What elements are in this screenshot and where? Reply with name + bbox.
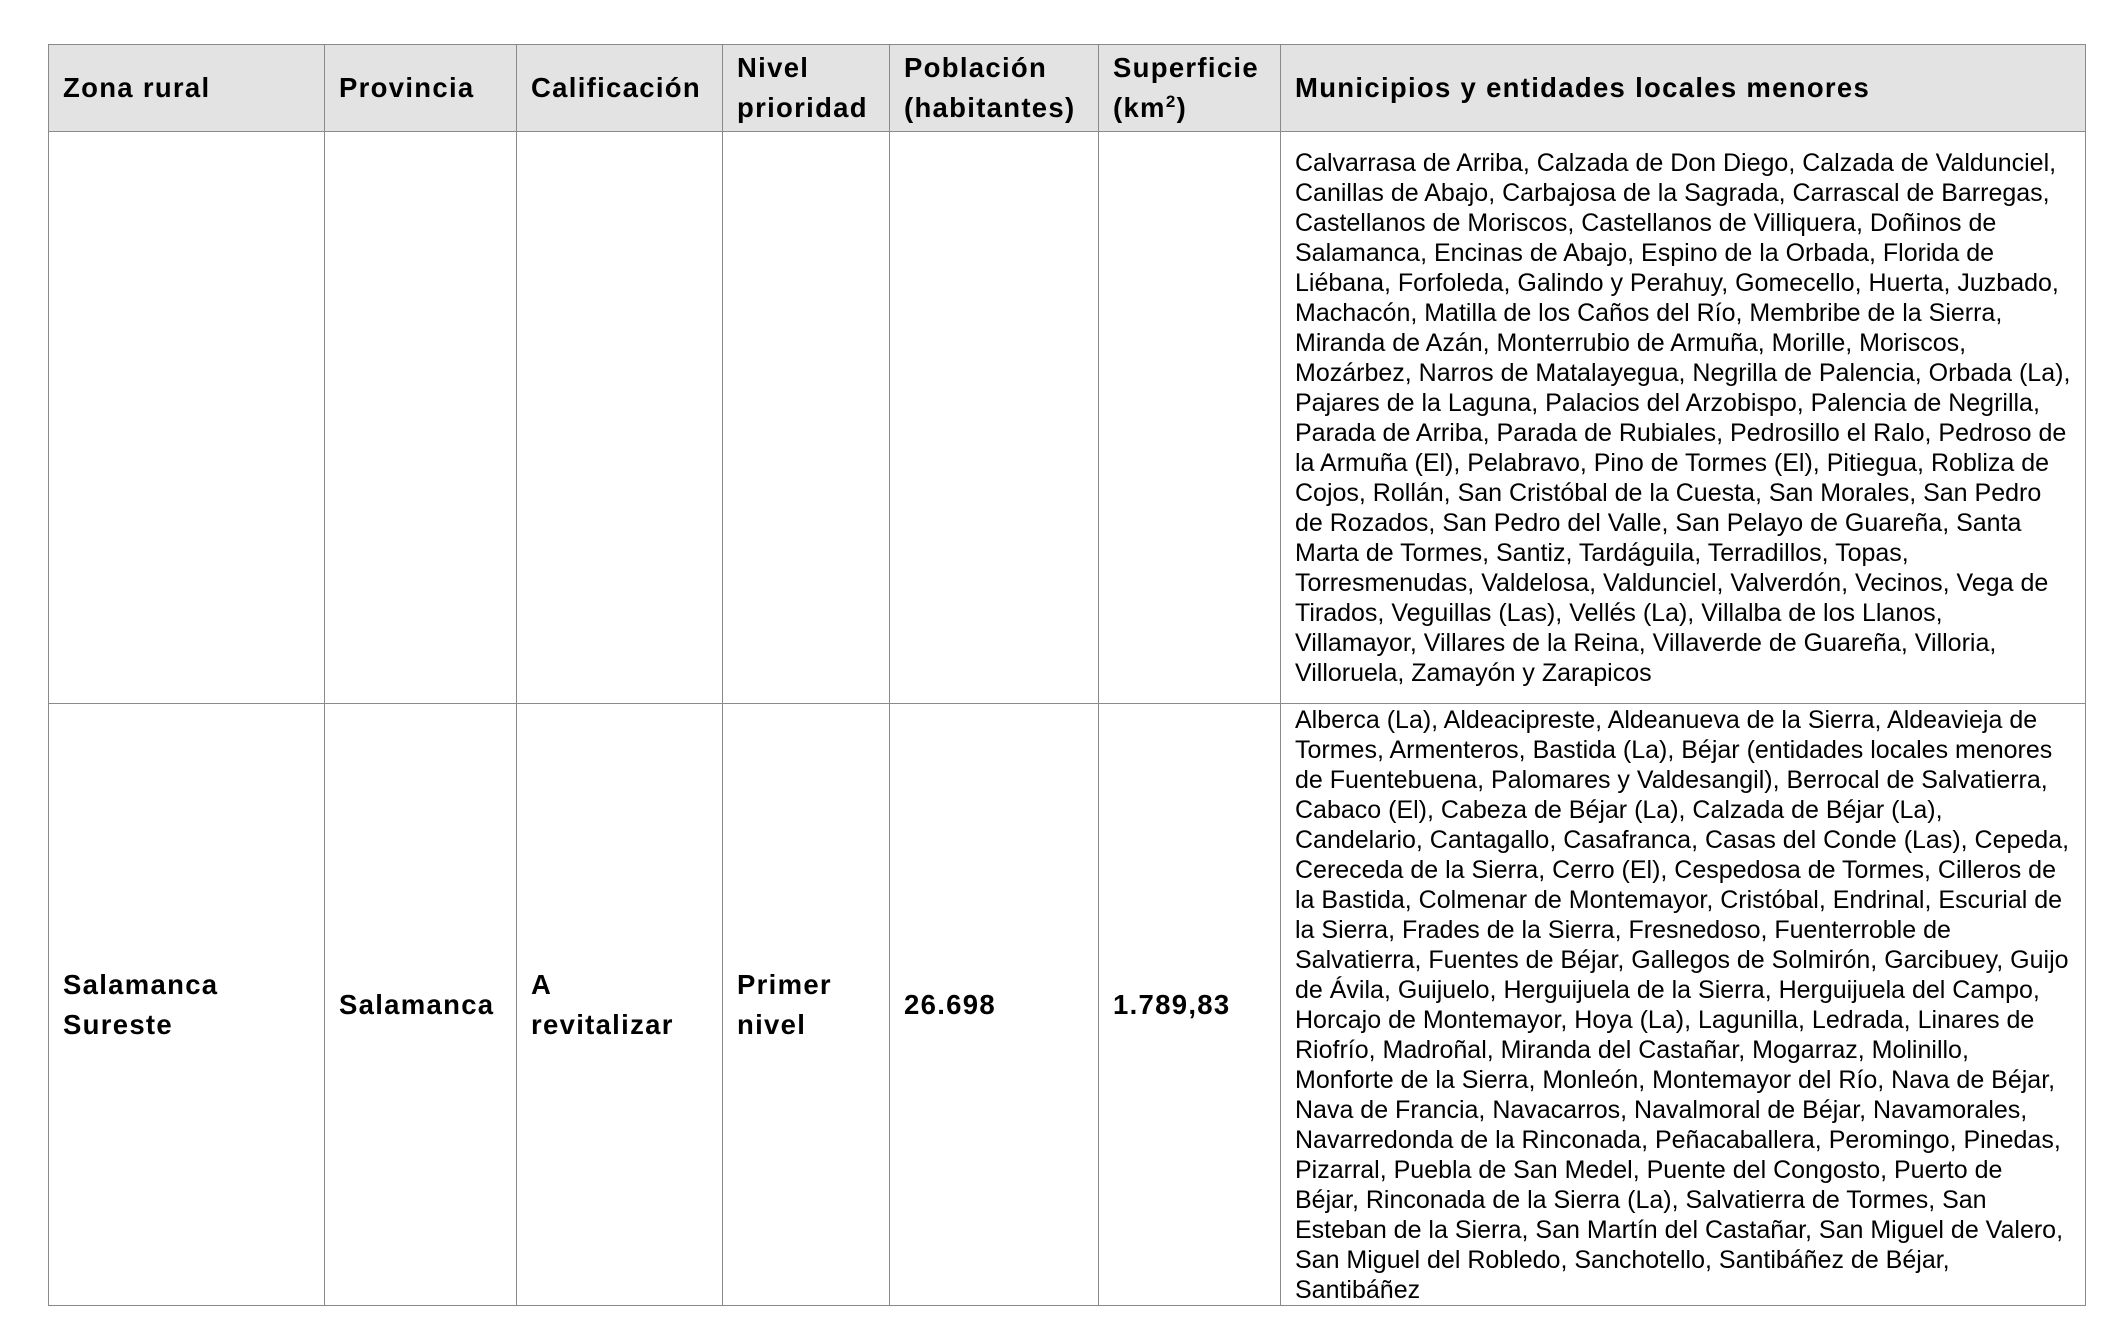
header-poblacion-line1: Población (904, 52, 1048, 83)
header-provincia-label: Provincia (339, 72, 475, 103)
nivel-line2: nivel (737, 1008, 807, 1040)
header-nivel-line1: Nivel (737, 52, 810, 83)
cell-provincia: Salamanca (325, 704, 517, 1306)
table-row (49, 132, 2086, 704)
municipios-text: Alberca (La), Aldeacipreste, Aldeanueva de la Sierra, Aldeavieja de Tormes, Armenteros, Bastida (La), Béjar (entidades locales menores de Fuentebuena, Palomares y Valdesangil), Berrocal de Salvatierra, Cabaco (El), Cabeza de Béjar (La), Calzada de Béjar (La), Candelario, Cantagallo, Casafranca, Casas del Conde (Las), Cepeda, Cereceda de la Sierra, Cerro (El), Cespedosa de Tormes, Cilleros de la Bastida, Colmenar de Montemayor, Cristóbal, Endrinal, Escurial de la Sierra, Frades de la Sierra, Fresnedoso, Fuenterroble de Salvatierra, Fuentes de Béjar, Gallegos de Solmirón, Garcibuey, Guijo de Ávila, Guijuelo, Herguijuela de la Sierra, Herguijuela del Campo, Horcajo de Montemayor, Hoya (La), Lagunilla, Ledrada, Linares de Riofrío, Madroñal, Miranda del Castañar, Mogarraz, Molinillo, Monforte de la Sierra, Monleón, Montemayor del Río, Nava de Béjar, Nava de Francia, Navacarros, Navalmoral de Béjar, Navamorales, Navarredonda de la Rinconada, Peñacaballera, Peromingo, Pinedas, Pizarral, Puebla de San Medel, Puente del Congosto, Puerto de Béjar, Rinconada de la Sierra (La), Salvatierra de Tormes, San Esteban de la Sierra, San Martín del Castañar, San Miguel de Valero, San Miguel del Robledo, Sanchotello, Santibáñez de Béjar, Santibáñez (1295, 706, 2070, 1304)
cell-poblacion (890, 132, 1099, 704)
nivel-line1: Primer (737, 968, 832, 1000)
cell-calificacion (517, 704, 723, 1306)
cell-calificacion (517, 132, 723, 704)
header-zona-rural-label: Zona rural (63, 72, 211, 103)
header-poblacion-line2: (habitantes) (904, 92, 1076, 123)
header-municipios (1281, 45, 2086, 132)
header-superficie-line2-suffix: ) (1176, 92, 1188, 123)
calificacion-line2: revitalizar (531, 1008, 674, 1040)
header-superficie-exponent: 2 (1165, 91, 1177, 111)
header-provincia (325, 45, 517, 132)
header-nivel-prioridad (723, 45, 890, 132)
header-zona-rural (49, 45, 325, 132)
header-calificacion-label: Calificación (531, 72, 701, 103)
header-poblacion (890, 45, 1099, 132)
header-municipios-label: Municipios y entidades locales menores (1295, 72, 1871, 103)
zona-rural-line2: Sureste (63, 1008, 173, 1040)
header-superficie-line2-prefix: (km (1113, 92, 1166, 123)
header-superficie-line1: Superficie (1113, 52, 1259, 83)
cell-zona-rural (49, 704, 325, 1306)
rural-zones-table (48, 44, 2086, 1306)
table-row (49, 704, 2086, 1306)
header-nivel-line2: prioridad (737, 92, 868, 123)
calificacion-line1: A (531, 968, 553, 1000)
table-body (49, 132, 2086, 1306)
cell-provincia (325, 132, 517, 704)
zona-rural-line1: Salamanca (63, 968, 219, 1000)
header-calificacion (517, 45, 723, 132)
cell-superficie (1099, 132, 1281, 704)
table-header (49, 45, 2086, 132)
cell-zona-rural (49, 132, 325, 704)
cell-poblacion: 26.698 (890, 704, 1099, 1306)
cell-superficie: 1.789,83 (1099, 704, 1281, 1306)
header-row (49, 45, 2086, 132)
cell-nivel-prioridad (723, 132, 890, 704)
cell-municipios: Calvarrasa de Arriba, Calzada de Don Diego, Calzada de Valdunciel, Canillas de Abajo, Carbajosa de la Sagrada, Carrascal de Barregas, Castellanos de Moriscos, Castellanos de Villiquera, Doñinos de Salamanca, Encinas de Abajo, Espino de la Orbada, Florida de Liébana, Forfoleda, Galindo y Perahuy, Gomecello, Huerta, Juzbado, Machacón, Matilla de los Caños del Río, Membribe de la Sierra, Miranda de Azán, Monterrubio de Armuña, Morille, Moriscos, Mozárbez, Narros de Matalayegua, Negrilla de Palencia, Orbada (La), Pajares de la Laguna, Palacios del Arzobispo, Palencia de Negrilla, Parada de Arriba, Parada de Rubiales, Pedrosillo el Ralo, Pedroso de la Armuña (El), Pelabravo, Pino de Tormes (El), Pitiegua, Robliza de Cojos, Rollán, San Cristóbal de la Cuesta, San Morales, San Pedro de Rozados, San Pedro del Valle, San Pelayo de Guareña, Santa Marta de Tormes, Santiz, Tardáguila, Terradillos, Topas, Torresmenudas, Valdelosa, Valdunciel, Valverdón, Vecinos, Vega de Tirados, Veguillas (Las), Vellés (La), Villalba de los Llanos, Villamayor, Villares de la Reina, Villaverde de Guareña, Villoria, Villoruela, Zamayón y Zarapicos (1281, 132, 2086, 704)
cell-municipios (1281, 704, 2086, 1306)
cell-nivel-prioridad (723, 704, 890, 1306)
header-superficie (1099, 45, 1281, 132)
